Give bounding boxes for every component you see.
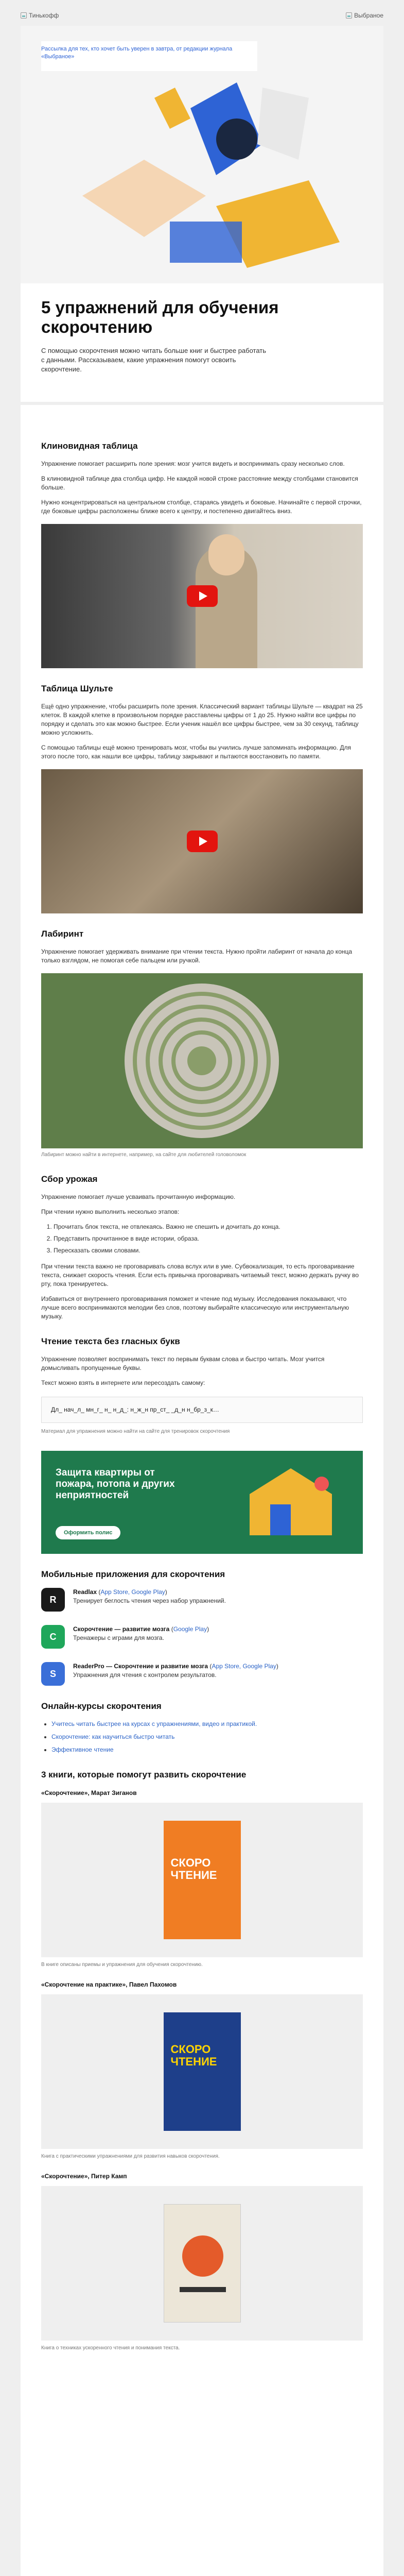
article-lead: С помощью скорочтения можно читать больше книг и быстрее работать с данными. Рассказываем, какие упражнения помогут освоить скорочтение. [41, 347, 267, 373]
app-store-link[interactable]: Google Play [173, 1625, 207, 1633]
book-title: «Скорочтение на практике», Павел Пахомов [41, 1981, 177, 1988]
book-title: «Скорочтение», Марат Зиганов [41, 1789, 137, 1797]
book-image [41, 1994, 363, 2149]
section-heading: Лабиринт [41, 929, 84, 939]
play-icon[interactable] [187, 585, 218, 607]
book-cover-title: СКОРО ЧТЕНИЕ [170, 2043, 217, 2068]
paragraph: Упражнение помогает расширить поле зрения: мозг учится видеть и воспринимать сразу несколько слов. [41, 460, 345, 467]
app-description: Тренажеры с играми для мозга. [73, 1634, 164, 1641]
book-image [41, 1803, 363, 1957]
readerpro-icon: S [41, 1662, 65, 1686]
book-cover [164, 2204, 241, 2323]
promo-title: Защита квартиры от пожара, потопа и других неприятностей [56, 1467, 175, 1501]
course-item[interactable]: • Учитесь читать быстрее на курсах с упражнениями, видео и практикой. [51, 1720, 363, 1728]
play-icon[interactable] [187, 831, 218, 852]
app-item[interactable]: R Readlax (App Store, Google Play) Тренирует беглость чтения через набор упражнений. [41, 1588, 363, 1612]
logo-left-alt: Тинькофф [29, 12, 59, 19]
readlax-icon: R [41, 1588, 65, 1612]
app-item[interactable]: С Скорочтение — развитие мозга (Google Play) Тренажеры с играми для мозга. [41, 1625, 363, 1649]
article-body [21, 402, 383, 2576]
course-item[interactable]: • Эффективное чтение [51, 1745, 363, 1754]
paragraph: В клиновидной таблице два столбца цифр. Не каждой новой строке расстояние между столбцами становится больше. [41, 475, 358, 491]
logo-left[interactable] [21, 12, 59, 19]
book-caption: В книге описаны приемы и упражнения для обучения скорочтению. [41, 1962, 203, 1968]
article-header [21, 283, 383, 402]
paragraph: При чтении нужно выполнить несколько этапов: [41, 1208, 180, 1215]
book-cover [164, 1821, 241, 1939]
promo-button[interactable]: Оформить полис [56, 1526, 120, 1539]
hero-tagline: Рассылка для тех, кто хочет быть уверен в завтра, от редакции журнала «Выбраное» [41, 46, 233, 60]
app-description: Упражнения для чтения с контролем результатов. [73, 1671, 217, 1679]
logo-right-alt: Выбраное [354, 12, 383, 19]
paragraph: Избавиться от внутреннего проговаривания поможет и чтение под музыку. Исследования показывают, что лучше всего воспринимаются мелодии без слов, поэтому выбирайте классическую или инструментальную музыку. [41, 1295, 349, 1320]
logo-right[interactable] [346, 12, 383, 19]
app-title: Readlax [73, 1588, 97, 1596]
section-heading: Сбор урожая [41, 1174, 98, 1184]
hero-illustration [21, 26, 383, 283]
paragraph: При чтении текста важно не проговаривать слова вслух или в уме. Субвокализация, то есть проговаривание текста, снижает скорость чтения. Если есть привычка проговаривать читаемый текст, можно держать ручку во рту, пока тренируетесь. [41, 1263, 359, 1287]
maze-illustration [41, 973, 363, 1148]
list-item: 2. Представить прочитанное в виде истории, образа. [54, 1234, 363, 1243]
courses-list [51, 1720, 363, 1754]
paragraph: Упражнение помогает удерживать внимание при чтении текста. Нужно пройти лабиринт от начала до конца только взглядом, не помогая себе пальцем или ручкой. [41, 948, 353, 964]
paragraph: Упражнение помогает лучше усваивать прочитанную информацию. [41, 1193, 236, 1200]
list-item: 3. Пересказать своими словами. [54, 1246, 363, 1255]
book-cover-art [164, 2205, 241, 2323]
app-store-link[interactable]: App Store, Google Play [100, 1588, 165, 1596]
app-store-link[interactable]: App Store, Google Play [212, 1663, 276, 1670]
book-cover [164, 2012, 241, 2131]
paragraph: Ещё одно упражнение, чтобы расширить поле зрения. Классический вариант таблицы Шульте — квадрат на 25 клеток. В каждой клетке в произвольном порядке расставлены цифры от 1 до 25. Нужно найти все цифры по порядку и сделать это как можно быстрее. Если ученик нашёл все цифры быстрее, чем за 30 секунд, таблицу можно усложнить. [41, 703, 363, 736]
quote-caption: Материал для упражнения можно найти на сайте для тренировок скорочтения [41, 1429, 230, 1434]
insurance-promo[interactable] [41, 1451, 363, 1554]
section-heading: Таблица Шульте [41, 684, 113, 693]
email-topbar [21, 5, 383, 26]
article-title: 5 упражнений для обучения скорочтению [41, 298, 279, 336]
app-title: Скорочтение — развитие мозга [73, 1625, 170, 1633]
book-caption: Книга о техниках ускоренного чтения и понимания текста. [41, 2345, 180, 2351]
course-item[interactable]: • Скорочтение: как научиться быстро читать [51, 1733, 363, 1741]
app-description: Тренирует беглость чтения через набор упражнений. [73, 1597, 226, 1604]
broken-image-icon [346, 12, 352, 19]
paragraph: Упражнение позволяет воспринимать текст по первым буквам слова и быстро читать. Мозг учится домысливать пропущенные буквы. [41, 1355, 325, 1371]
app-item[interactable]: S ReaderPro — Скорочтение и развитие мозга (App Store, Google Play) Упражнения для чтения с контролем результатов. [41, 1662, 363, 1686]
maze-image [41, 973, 363, 1148]
paragraph: Нужно концентрироваться на центральном столбце, стараясь увидеть и боковые. Начинайте с первой строчки, где боковые цифры расположены ближе всего к центру, и постепенно двигайтесь вниз. [41, 499, 362, 515]
steps-list [54, 1223, 363, 1255]
image-caption: Лабиринт можно найти в интернете, например, на сайте для любителей головоломок [41, 1152, 247, 1158]
brain-app-icon: С [41, 1625, 65, 1649]
hero-banner [21, 26, 383, 283]
book-cover-title: СКОРО ЧТЕНИЕ [170, 1856, 217, 1882]
quote-block: Дл_ нач_л_ мн_г_ н_ н_д_: н_ж_н пр_ст_ _д_н н_бр_з_к… [41, 1397, 363, 1423]
section-heading: Мобильные приложения для скорочтения [41, 1569, 225, 1579]
book-title: «Скорочтение», Питер Камп [41, 2173, 127, 2180]
app-title: ReaderPro — Скорочтение и развитие мозга [73, 1663, 208, 1670]
paragraph: Текст можно взять в интернете или пересоздать самому: [41, 1379, 205, 1386]
book-caption: Книга с практическими упражнениями для развития навыков скорочтения. [41, 2154, 220, 2159]
paragraph: С помощью таблицы ещё можно тренировать мозг, чтобы вы учились лучше запоминать информацию. Для этого после того, как нашли все цифры, таблицу закрывают и пытаются восстановить по памяти. [41, 744, 351, 760]
section-heading: Онлайн-курсы скорочтения [41, 1701, 162, 1711]
section-heading: Клиновидная таблица [41, 441, 138, 451]
book-image [41, 2186, 363, 2341]
section-heading: Чтение текста без гласных букв [41, 1336, 180, 1346]
promo-illustration [234, 1463, 347, 1540]
list-item: 1. Прочитать блок текста, не отвлекаясь. Важно не спешить и дочитать до конца. [54, 1223, 363, 1231]
broken-image-icon [21, 12, 27, 19]
video-thumbnail[interactable] [41, 524, 363, 668]
video-thumbnail[interactable] [41, 769, 363, 913]
section-heading: 3 книги, которые помогут развить скорочтение [41, 1770, 247, 1780]
